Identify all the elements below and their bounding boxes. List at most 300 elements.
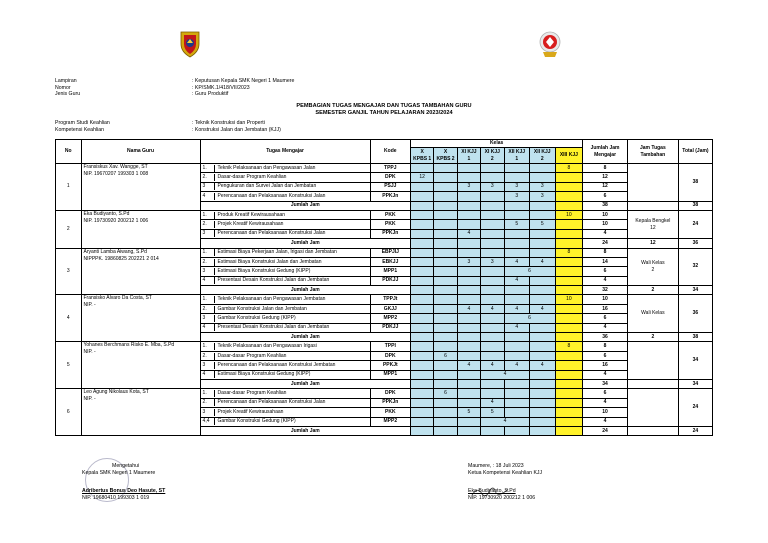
cell-code: TPPJt [370, 295, 410, 304]
cell-class [481, 267, 504, 276]
cell-task [200, 398, 370, 407]
cell-class [555, 192, 583, 201]
tambahan-hours: 12 [650, 224, 656, 231]
cell-class [555, 220, 583, 229]
cell-class: 8 [555, 164, 583, 173]
sum-class-cell [434, 201, 457, 210]
cell-class [457, 220, 480, 229]
program-meta [55, 120, 281, 133]
sum-jumlah: 38 [583, 201, 628, 210]
meta-key: Kompetensi Keahlian [55, 126, 105, 133]
cell-no: 5 [56, 342, 82, 389]
cell-class [457, 295, 480, 304]
cell-class [504, 342, 530, 351]
cell-class-merged: 6 [504, 267, 555, 276]
cell-tambahan [627, 389, 678, 427]
sum-tambahan [627, 201, 678, 210]
task-number: 2. [201, 221, 215, 228]
cell-class: 3 [481, 257, 504, 266]
task-name: Dasar-dasar Program Keahlian [217, 390, 287, 397]
cell-code: PKK [370, 220, 410, 229]
cell-class [504, 164, 530, 173]
school-emblem-right-icon [538, 30, 562, 58]
cell-class [411, 408, 434, 417]
document-meta [55, 78, 294, 98]
cell-class [457, 398, 480, 407]
task-name: Gambar Konstruksi Gedung (KIPP) [217, 418, 296, 425]
task-name: Produk Kreatif Kewirausahaan [217, 211, 286, 218]
task-number: 4,4 [201, 418, 215, 425]
cell-total: 34 [678, 342, 712, 380]
sum-tambahan: 2 [627, 286, 678, 295]
tambahan-label: Kepala Bengkel [635, 217, 671, 224]
task-name: Projek Kreatif Kewirausahaan [217, 408, 284, 415]
sum-class-cell [481, 333, 504, 342]
cell-class [481, 323, 504, 332]
cell-code: TPPJ [370, 164, 410, 173]
cell-task [200, 304, 370, 313]
cell-code: PPKJn [370, 229, 410, 238]
cell-task [200, 417, 370, 426]
task-name: Presentasi Desain Konstruksi Jalan dan Jembatan [217, 277, 330, 284]
sign-line: Mengetahui [112, 463, 140, 469]
cell-class [530, 398, 556, 407]
task-number: 3 [201, 230, 215, 237]
cell-class: 4 [530, 361, 556, 370]
sum-jumlah: 36 [583, 333, 628, 342]
task-number: 2. [201, 174, 215, 181]
table-row [56, 164, 713, 173]
cell-class [504, 229, 530, 238]
sum-class-cell [555, 333, 583, 342]
sum-label: Jumlah Jam [200, 239, 410, 248]
header-tugas: Tugas Mengajar [200, 140, 370, 164]
cell-class: 10 [555, 295, 583, 304]
cell-class [481, 276, 504, 285]
cell-total: 32 [678, 248, 712, 286]
cell-code: PPKJn [370, 192, 410, 201]
cell-class [555, 361, 583, 370]
cell-code: DPK [370, 351, 410, 360]
cell-teacher [81, 389, 200, 436]
teacher-name: Leo Agung Nikolaus Kota, ST [83, 389, 149, 396]
cell-class [457, 164, 480, 173]
header-class: XIII KJJ [555, 148, 583, 164]
cell-class: 4 [481, 304, 504, 313]
cell-class [411, 389, 434, 398]
task-name: Estimasi Biaya Konstruksi Gedung (KIPP) [217, 267, 311, 274]
meta-key: Nomor [55, 84, 71, 91]
cell-class: 4 [504, 304, 530, 313]
sum-tambahan: 12 [627, 239, 678, 248]
cell-class [481, 210, 504, 219]
cell-jumlah: 6 [583, 351, 628, 360]
cell-no: 3 [56, 248, 82, 295]
cell-tambahan [627, 210, 678, 238]
cell-teacher [81, 248, 200, 295]
sum-total: 24 [678, 426, 712, 435]
cell-class: 5 [457, 408, 480, 417]
cell-jumlah: 8 [583, 342, 628, 351]
meta-key: Jenis Guru [55, 91, 81, 98]
sum-label: Jumlah Jam [200, 379, 410, 388]
task-number: 4 [201, 324, 215, 331]
cell-class [530, 248, 556, 257]
sum-class-cell [555, 426, 583, 435]
teacher-name: Yohanes Berchmans Risko E. Mba, S.Pd [83, 342, 175, 349]
sum-class-cell [530, 239, 556, 248]
cell-class [481, 229, 504, 238]
cell-class [411, 295, 434, 304]
cell-jumlah: 4 [583, 417, 628, 426]
cell-class-merged: 4 [481, 417, 530, 426]
task-number: 2. [201, 306, 215, 313]
cell-teacher [81, 295, 200, 342]
task-number: 1. [201, 296, 215, 303]
meta-row [55, 78, 294, 85]
teacher-nip: NIP. 19730920 200212 1 006 [83, 217, 149, 224]
sum-jumlah: 32 [583, 286, 628, 295]
cell-class [411, 370, 434, 379]
cell-code: TPPI [370, 342, 410, 351]
task-number: 4 [201, 193, 215, 200]
task-number: 1. [201, 212, 215, 219]
cell-class: 4 [457, 361, 480, 370]
cell-class [411, 210, 434, 219]
cell-task [200, 182, 370, 191]
cell-class [555, 182, 583, 191]
cell-code: EBKJJ [370, 257, 410, 266]
sum-class-cell [555, 201, 583, 210]
task-name: Gambar Konstruksi Gedung (KIPP) [217, 314, 296, 321]
meta-key: Program Studi Keahlian [55, 120, 110, 126]
cell-jumlah: 4 [583, 398, 628, 407]
cell-class: 3 [530, 192, 556, 201]
cell-tambahan [627, 295, 678, 333]
cell-class [555, 370, 583, 379]
sign-nip: NIP. 19680410 199303 1 019 [82, 494, 150, 501]
cell-task [200, 314, 370, 323]
cell-class [555, 408, 583, 417]
cell-jumlah: 12 [583, 173, 628, 182]
sum-label: Jumlah Jam [200, 333, 410, 342]
meta-row [55, 91, 294, 98]
cell-class [530, 408, 556, 417]
cell-class [481, 220, 504, 229]
cell-code: GKJJ [370, 304, 410, 313]
cell-class: 4 [504, 276, 530, 285]
cell-code: MPP1 [370, 267, 410, 276]
task-number: 1. [201, 165, 215, 172]
cell-class [434, 398, 457, 407]
cell-class [481, 164, 504, 173]
cell-class: 4 [457, 229, 480, 238]
cell-class [555, 323, 583, 332]
cell-class [555, 389, 583, 398]
sum-class-cell [530, 286, 556, 295]
cell-no: 1 [56, 164, 82, 211]
sum-class-cell [411, 201, 434, 210]
sum-class-cell [457, 286, 480, 295]
cell-class: 8 [555, 342, 583, 351]
cell-class [530, 389, 556, 398]
cell-code: PPKJn [370, 398, 410, 407]
cell-task [200, 342, 370, 351]
cell-class [555, 267, 583, 276]
sign-line: Ketua Kompetensi Keahlian KJJ [468, 469, 543, 476]
task-number: 2. [201, 259, 215, 266]
task-name: Perencanaan dan Pelaksanaan Konstruksi Jalan [217, 399, 326, 406]
sum-class-cell [457, 426, 480, 435]
header-class: X KPBS 1 [411, 148, 434, 164]
task-name: Perencanaan dan Pelaksanaan Konstruksi Jembatan [217, 361, 336, 368]
task-number: 4 [201, 371, 215, 378]
cell-class [457, 173, 480, 182]
sum-class-cell [457, 379, 480, 388]
teacher-nip: NIP. 19670207 199303 1 008 [83, 171, 149, 177]
task-name: Projek Kreatif Kewirausahaan [217, 221, 284, 228]
header-total: Total (Jam) [678, 140, 712, 164]
cell-class [530, 417, 556, 426]
meta-value: : Guru Produktif [192, 91, 229, 98]
cell-class [411, 164, 434, 173]
cell-code: PKK [370, 408, 410, 417]
cell-jumlah: 10 [583, 210, 628, 219]
cell-task [200, 220, 370, 229]
cell-total: 38 [678, 164, 712, 202]
cell-class [555, 276, 583, 285]
cell-class [555, 398, 583, 407]
cell-class [457, 323, 480, 332]
cell-class [434, 295, 457, 304]
cell-class [411, 229, 434, 238]
teacher-nip: NIP. - [83, 349, 96, 356]
cell-task [200, 276, 370, 285]
meta-value: : Teknik Konstruksi dan Properti [192, 120, 265, 126]
cell-task [200, 210, 370, 219]
task-name: Perencanaan dan Pelaksanaan Konstruksi Jalan [217, 192, 326, 199]
cell-class [530, 370, 556, 379]
cell-task [200, 248, 370, 257]
cell-class [504, 398, 530, 407]
cell-class [434, 248, 457, 257]
cell-class: 12 [411, 173, 434, 182]
cell-class: 3 [504, 192, 530, 201]
task-number: 3 [201, 362, 215, 369]
sum-class-cell [481, 201, 504, 210]
cell-class: 5 [504, 220, 530, 229]
cell-class [457, 351, 480, 360]
cell-class [530, 173, 556, 182]
cell-class [504, 173, 530, 182]
cell-jumlah: 6 [583, 389, 628, 398]
cell-class [434, 370, 457, 379]
header-class: XII KJJ 1 [504, 148, 530, 164]
cell-class [457, 389, 480, 398]
cell-jumlah: 8 [583, 248, 628, 257]
sign-name: Adribertus Bonus Deo Hasute, ST [82, 488, 166, 495]
cell-class [411, 342, 434, 351]
cell-class [504, 295, 530, 304]
cell-class [434, 304, 457, 313]
sum-class-cell [504, 201, 530, 210]
cell-class: 4 [530, 304, 556, 313]
sum-class-cell [504, 333, 530, 342]
sum-label: Jumlah Jam [200, 201, 410, 210]
header-jumlah: Jumlah Jam Mengajar [583, 140, 628, 164]
sum-total: 38 [678, 201, 712, 210]
cell-no: 2 [56, 210, 82, 248]
sum-class-cell [411, 286, 434, 295]
sign-nip: NIP. 19730920 200212 1 006 [468, 494, 536, 501]
sum-class-cell [504, 239, 530, 248]
teaching-assignment-table [55, 139, 713, 436]
sum-class-cell [457, 239, 480, 248]
meta-row [55, 127, 281, 134]
sum-tambahan: 2 [627, 333, 678, 342]
document-title: PEMBAGIAN TUGAS MENGAJAR DAN TUGAS TAMBAHAN GURU [296, 103, 472, 109]
cell-class [555, 417, 583, 426]
header-tambahan: Jam Tugas Tambahan [627, 140, 678, 164]
cell-class: 4 [504, 257, 530, 266]
cell-task [200, 257, 370, 266]
task-number: 1. [201, 390, 215, 397]
task-name: Teknik Pelaksanaan dan Pengawasan Jembatan [217, 296, 326, 303]
cell-class [411, 267, 434, 276]
cell-class [434, 417, 457, 426]
cell-class [411, 323, 434, 332]
sum-total: 34 [678, 379, 712, 388]
cell-code: MPP2 [370, 417, 410, 426]
task-name: Estimasi Biaya Konstruksi Jalan dan Jembatan [217, 258, 322, 265]
cell-class [555, 173, 583, 182]
task-name: Perencanaan dan Pelaksanaan Konstruksi Jalan [217, 230, 326, 237]
cell-class: 5 [481, 408, 504, 417]
cell-class [457, 276, 480, 285]
task-number: 2. [201, 399, 215, 406]
cell-class: 6 [434, 351, 457, 360]
cell-class [411, 304, 434, 313]
cell-teacher [81, 210, 200, 248]
cell-jumlah: 8 [583, 164, 628, 173]
cell-class [434, 342, 457, 351]
sum-class-cell [504, 379, 530, 388]
task-name: Estimasi Biaya Pekerjaan Jalan, Irigasi dan Jembatan [217, 249, 337, 256]
cell-class [411, 276, 434, 285]
meta-value: : Konstruksi Jalan dan Jembatan (KJJ) [192, 126, 281, 133]
cell-class: 3 [530, 182, 556, 191]
cell-class [457, 314, 480, 323]
school-emblem-left-icon [178, 30, 202, 58]
tambahan-label: Wali Kelas [641, 310, 665, 317]
cell-jumlah: 4 [583, 276, 628, 285]
header-class: XI KJJ 1 [457, 148, 480, 164]
cell-class [411, 351, 434, 360]
cell-class [457, 192, 480, 201]
header-kelas: Kelas [411, 140, 583, 148]
header-class: XII KJJ 2 [530, 148, 556, 164]
cell-class [411, 417, 434, 426]
cell-class [481, 314, 504, 323]
sum-class-cell [530, 201, 556, 210]
cell-code: DPK [370, 389, 410, 398]
cell-class [481, 248, 504, 257]
cell-task [200, 370, 370, 379]
task-name: Pengukuran dan Survei Jalan dan Jembatan [217, 183, 317, 190]
header-nama-guru: Nama Guru [81, 140, 200, 164]
signature-left [82, 463, 165, 501]
cell-code: PPKJt [370, 361, 410, 370]
sum-class-cell [457, 201, 480, 210]
cell-class [555, 257, 583, 266]
cell-total: 36 [678, 295, 712, 333]
cell-class [411, 182, 434, 191]
cell-jumlah: 4 [583, 370, 628, 379]
sum-class-cell [434, 333, 457, 342]
cell-jumlah: 4 [583, 323, 628, 332]
sum-class-cell [411, 239, 434, 248]
cell-class [434, 257, 457, 266]
sum-class-cell [411, 426, 434, 435]
cell-class: 3 [481, 182, 504, 191]
sum-total: 36 [678, 239, 712, 248]
sum-class-cell [555, 286, 583, 295]
cell-class: 6 [434, 389, 457, 398]
cell-task [200, 408, 370, 417]
task-name: Estimasi Biaya Konstruksi Gedung (KIPP) [217, 371, 311, 378]
cell-class: 8 [555, 248, 583, 257]
sum-class-cell [504, 426, 530, 435]
cell-jumlah: 12 [583, 182, 628, 191]
header-kode: Kode [370, 140, 410, 164]
cell-class [411, 257, 434, 266]
cell-code: MPP1 [370, 370, 410, 379]
sum-class-cell [555, 379, 583, 388]
sum-total: 38 [678, 333, 712, 342]
cell-class [481, 342, 504, 351]
cell-no: 4 [56, 295, 82, 342]
sum-tambahan [627, 426, 678, 435]
cell-class [457, 370, 480, 379]
cell-class [457, 342, 480, 351]
sum-class-cell [434, 239, 457, 248]
sum-class-cell [530, 426, 556, 435]
task-number: 3 [201, 268, 215, 275]
sign-name: Eka Budiyanto, S.Pd [468, 488, 516, 495]
cell-class [434, 229, 457, 238]
sum-class-cell [530, 379, 556, 388]
cell-class: 3 [457, 257, 480, 266]
cell-class [481, 192, 504, 201]
cell-class [411, 220, 434, 229]
cell-class: 3 [504, 182, 530, 191]
sum-class-cell [504, 286, 530, 295]
cell-task [200, 192, 370, 201]
cell-no: 6 [56, 389, 82, 436]
cell-class [555, 229, 583, 238]
cell-jumlah: 6 [583, 267, 628, 276]
signature-right [468, 463, 542, 501]
cell-class [481, 173, 504, 182]
cell-class [434, 210, 457, 219]
teacher-name: Fransiskus Xav. Wangge, ST [83, 164, 148, 170]
cell-jumlah: 10 [583, 220, 628, 229]
cell-class [434, 220, 457, 229]
cell-class [504, 389, 530, 398]
cell-class [434, 192, 457, 201]
cell-task [200, 389, 370, 398]
table-row [56, 295, 713, 304]
